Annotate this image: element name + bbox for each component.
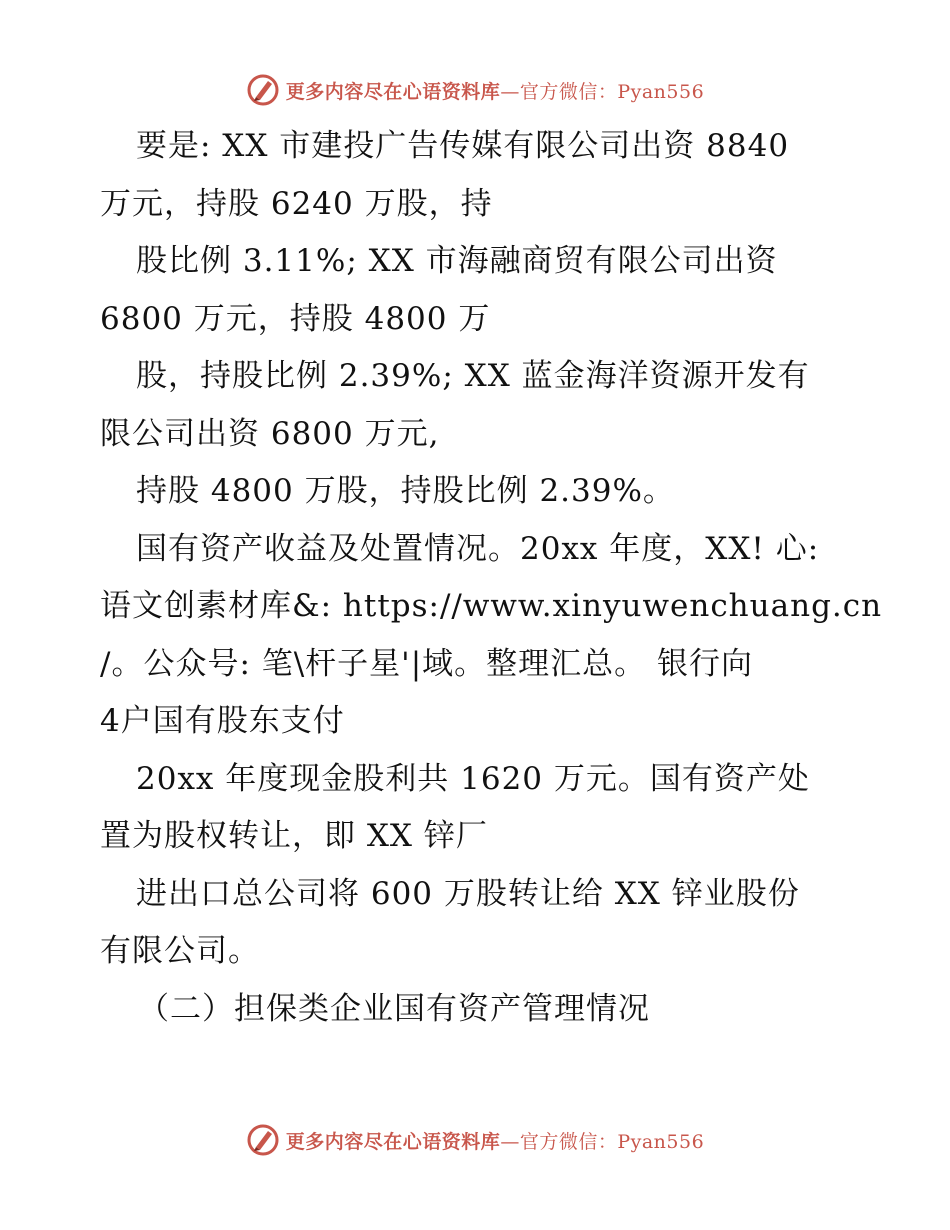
header-watermark [0,70,950,110]
paragraph-line: /。公众号: 笔\杆子星'|域。整理汇总。 银行向 [100,645,754,682]
paragraph-line: 4户国有股东支付 [100,703,345,739]
pen-logo-icon [246,73,280,107]
paragraph-line: 6800 万元，持股 4800 万 [100,300,491,337]
paragraph-line: 进出口总公司将 600 万股转让给 XX 锌业股份 [136,875,800,912]
watermark-text: 更多内容尽在心语资料库—官方微信：Pyan556 [285,1130,705,1153]
pen-logo-icon [246,1123,280,1157]
paragraph-line: 有限公司。 [100,933,260,969]
paragraph-line: 股，持股比例 2.39%; XX 蓝金海洋资源开发有 [136,358,810,394]
document-body [100,118,883,1038]
section-heading: （二）担保类企业国有资产管理情况 [138,990,650,1027]
paragraph-line: 万元，持股 6240 万股，持 [100,185,493,222]
footer-watermark [0,1120,950,1160]
paragraph-line: 国有资产收益及处置情况。20xx 年度，XX! 心: [136,530,820,567]
paragraph-line: 20xx 年度现金股利共 1620 万元。国有资产处 [136,760,810,797]
paragraph-line: 置为股权转让，即 XX 锌厂 [100,818,488,854]
paragraph-line: 股比例 3.11%; XX 市海融商贸有限公司出资 [136,243,778,279]
paragraph-line: 语文创素材库&: https://www.xinyuwenchuang.cn [100,588,883,624]
paragraph-line: 限公司出资 6800 万元, [100,415,440,452]
paragraph-line: 要是: XX 市建投广告传媒有限公司出资 8840 [136,128,790,164]
paragraph-line: 持股 4800 万股，持股比例 2.39%。 [136,473,675,509]
watermark-text: 更多内容尽在心语资料库—官方微信：Pyan556 [285,80,705,103]
